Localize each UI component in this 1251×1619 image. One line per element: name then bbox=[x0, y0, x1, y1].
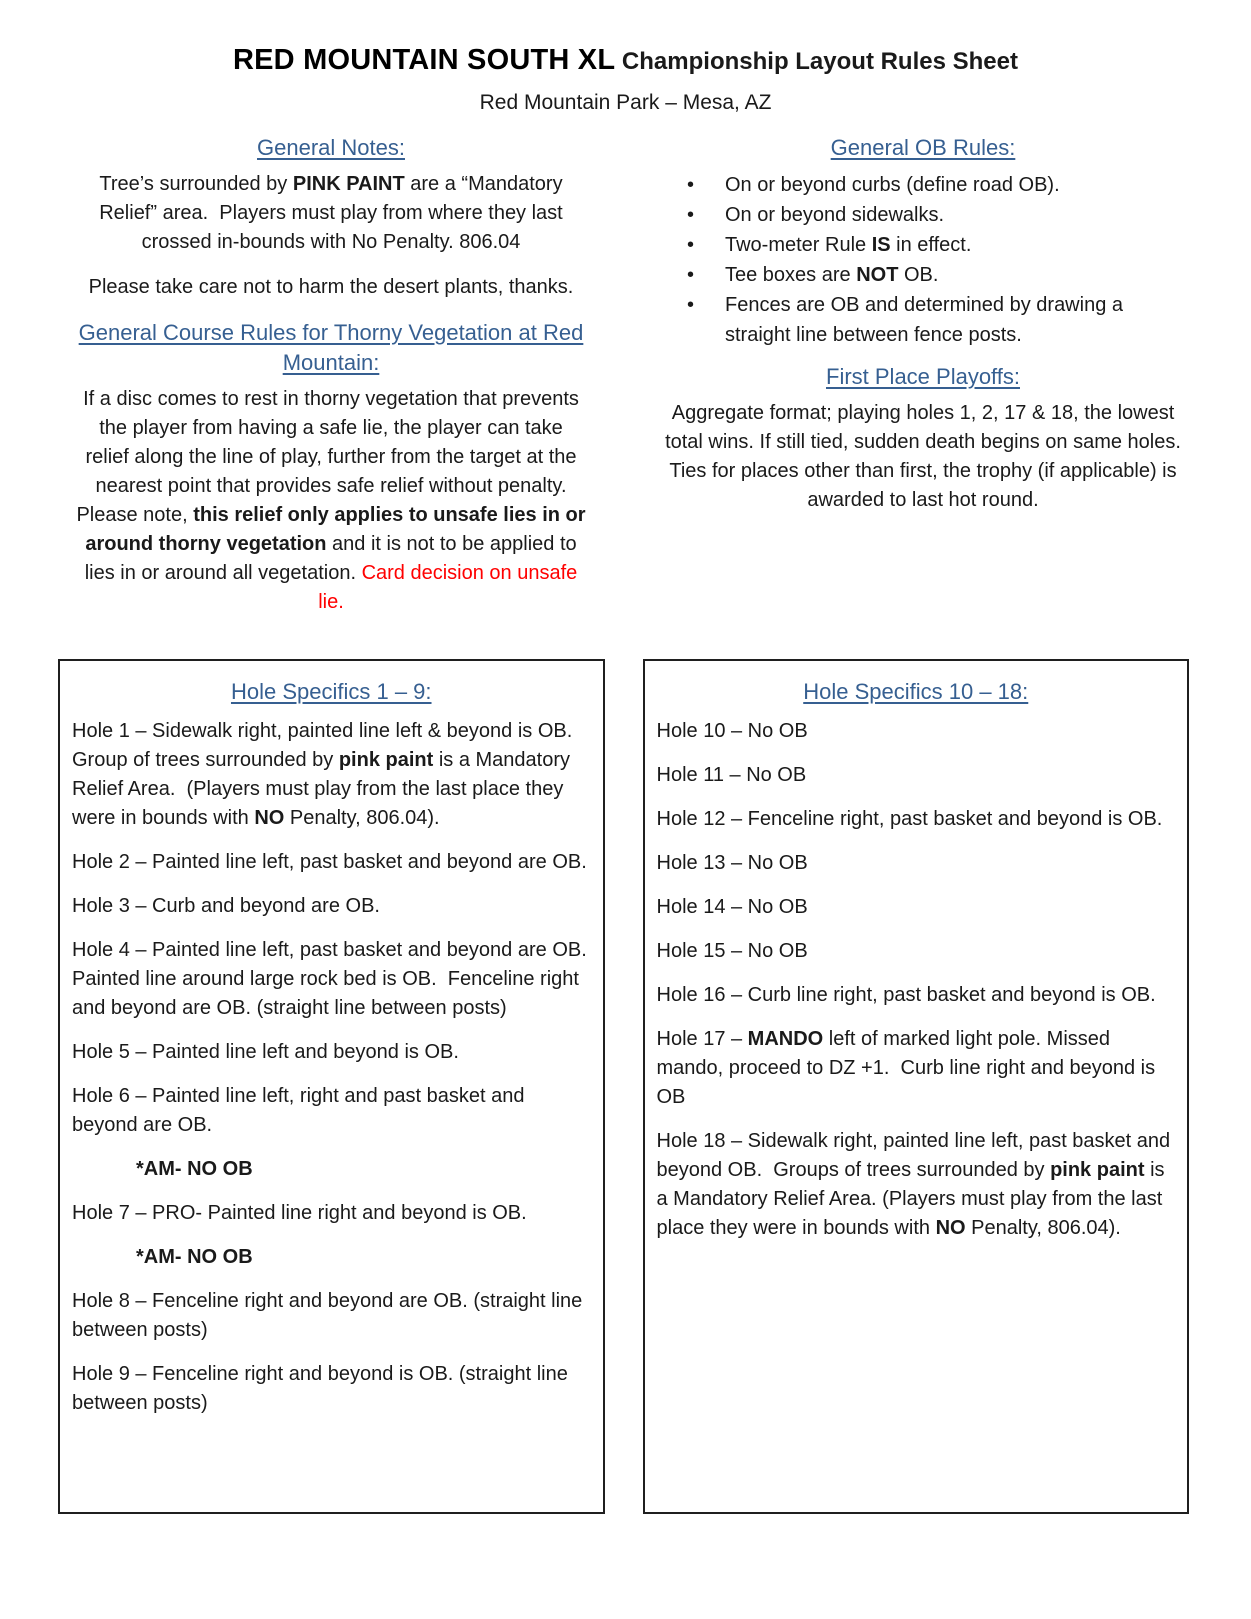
ob-rules-list bbox=[661, 170, 1185, 350]
text-segment: Hole 10 – No OB bbox=[656, 720, 808, 742]
hole-specifics-10-18-box bbox=[643, 659, 1190, 1514]
hole-rule bbox=[72, 1038, 591, 1067]
text-segment: is a Mandatory Relief Area. (Players must play from the last place they were in bounds with bbox=[656, 1159, 1171, 1239]
text-segment: Penalty, 806.04). bbox=[965, 1217, 1121, 1239]
top-columns bbox=[75, 121, 1185, 633]
text-segment: Hole 18 – Sidewalk right, painted line left, past basket and beyond OB. Groups of trees surrounded by bbox=[656, 1130, 1176, 1181]
text-segment: NOT bbox=[856, 264, 899, 286]
hole-specifics-10-18-heading: Hole Specifics 10 – 18: bbox=[803, 679, 1029, 704]
text-segment: Hole 11 – No OB bbox=[656, 764, 807, 786]
hole-rule bbox=[657, 893, 1176, 922]
hole-rule bbox=[72, 936, 598, 1023]
text-segment: Hole 9 – Fenceline right and beyond is OB. (straight line between posts) bbox=[72, 1363, 574, 1414]
hole-specifics-1-9-list bbox=[72, 717, 598, 1418]
general-notes-paragraph bbox=[75, 170, 587, 257]
hole-rule bbox=[72, 1155, 591, 1184]
text-segment: Hole 17 – bbox=[656, 1028, 748, 1050]
text-segment: Hole 4 – Painted line left, past basket and beyond are OB. Painted line around large rock bed is OB. Fenceline right and beyond are OB. (straight line between posts) bbox=[72, 939, 598, 1019]
hole-rule bbox=[657, 805, 1176, 834]
text-segment: is a Mandatory Relief Area. (Players must play from the last place they were in bounds with bbox=[72, 749, 576, 829]
hole-rule bbox=[72, 848, 591, 877]
hole-specifics-1-9-heading: Hole Specifics 1 – 9: bbox=[230, 679, 432, 704]
hole-specifics-section bbox=[58, 659, 1189, 1514]
text-segment: Fences are OB and determined by drawing a straight line between fence posts. bbox=[725, 294, 1129, 346]
desert-plants-note bbox=[75, 273, 587, 302]
text-segment: MANDO bbox=[747, 1028, 824, 1050]
text-segment: Hole 8 – Fenceline right and beyond are OB. (straight line between posts) bbox=[72, 1290, 588, 1341]
hole-rule bbox=[72, 1360, 591, 1418]
hole-rule bbox=[657, 717, 1176, 746]
general-notes-heading: General Notes: bbox=[257, 135, 405, 160]
page-title bbox=[0, 44, 1251, 77]
text-segment: NO bbox=[254, 807, 285, 829]
event-name: RED MOUNTAIN SOUTH XL bbox=[233, 44, 616, 76]
hole-rule bbox=[657, 937, 1176, 966]
text-segment: left of marked light pole. Missed mando, proceed to DZ +1. Curb line right and beyond is OB bbox=[656, 1028, 1161, 1108]
text-segment: NO bbox=[935, 1217, 966, 1239]
text-segment: Hole 3 – Curb and beyond are OB. bbox=[72, 895, 380, 917]
hole-rule bbox=[657, 1127, 1176, 1243]
text-segment: *AM- NO OB bbox=[136, 1246, 253, 1268]
hole-rule bbox=[72, 1243, 591, 1272]
text-segment: Hole 15 – No OB bbox=[656, 940, 808, 962]
hole-rule bbox=[72, 892, 591, 921]
text-segment: On or beyond sidewalks. bbox=[725, 204, 945, 226]
text-segment: PINK PAINT bbox=[292, 173, 405, 195]
text-segment: OB. bbox=[898, 264, 939, 286]
text-segment: Hole 12 – Fenceline right, past basket and beyond is OB. bbox=[656, 808, 1163, 830]
ob-rule-item bbox=[661, 200, 1185, 230]
venue-subtitle: Red Mountain Park – Mesa, AZ bbox=[479, 91, 772, 114]
hole-rule bbox=[657, 981, 1176, 1010]
ob-rules-column bbox=[661, 121, 1185, 633]
first-place-playoffs-heading: First Place Playoffs: bbox=[826, 364, 1020, 389]
text-segment: pink paint bbox=[1050, 1159, 1145, 1181]
text-segment: Hole 13 – No OB bbox=[656, 852, 808, 874]
text-segment: Hole 7 – PRO- Painted line right and beyond is OB. bbox=[72, 1202, 527, 1224]
text-segment: Card decision on unsafe lie. bbox=[318, 562, 583, 613]
text-segment: Hole 14 – No OB bbox=[656, 896, 808, 918]
text-segment: Hole 2 – Painted line left, past basket and beyond are OB. bbox=[72, 851, 587, 873]
hole-rule bbox=[72, 1287, 591, 1345]
text-segment: Penalty, 806.04). bbox=[284, 807, 440, 829]
text-segment: Please take care not to harm the desert plants, thanks. bbox=[88, 276, 574, 298]
thorny-vegetation-paragraph bbox=[75, 385, 592, 617]
hole-rule bbox=[657, 761, 1176, 790]
general-notes-column bbox=[75, 121, 592, 633]
text-segment: Two-meter Rule bbox=[725, 234, 872, 256]
hole-specifics-1-9-box bbox=[58, 659, 605, 1514]
hole-rule bbox=[72, 1082, 591, 1140]
ob-rule-item bbox=[661, 230, 1185, 260]
ob-rule-item bbox=[661, 170, 1185, 200]
general-ob-rules-heading: General OB Rules: bbox=[830, 135, 1016, 160]
hole-rule bbox=[657, 1025, 1176, 1112]
ob-rule-item bbox=[661, 260, 1185, 290]
text-segment: Tree’s surrounded by bbox=[99, 173, 293, 195]
ob-rule-item bbox=[661, 290, 1185, 350]
text-segment: this relief only applies to unsafe lies in or around thorny vegetation bbox=[85, 504, 592, 555]
text-segment: Aggregate format; playing holes 1, 2, 17 & 18, the lowest total wins. If still tied, sudden death begins on same holes. Ties for places other than first, the trophy (if applicable) is awarded to last hot round. bbox=[665, 402, 1187, 511]
text-segment: If a disc comes to rest in thorny vegetation that prevents the player from having a safe lie, the player can take relief along the line of play, further from the target at the nearest point that provides safe relief without penalty. Please note, bbox=[76, 388, 585, 526]
title-suffix: Championship Layout Rules Sheet bbox=[615, 48, 1018, 75]
hole-specifics-10-18-list bbox=[657, 717, 1176, 1243]
hole-rule bbox=[72, 717, 591, 833]
hole-rule bbox=[657, 849, 1176, 878]
text-segment: IS bbox=[871, 234, 891, 256]
text-segment: pink paint bbox=[338, 749, 434, 771]
text-segment: On or beyond curbs (define road OB). bbox=[725, 174, 1060, 196]
text-segment: Tee boxes are bbox=[725, 264, 857, 286]
text-segment: Hole 6 – Painted line left, right and past basket and beyond are OB. bbox=[72, 1085, 531, 1136]
text-segment: are a “Mandatory Relief” area. Players must play from where they last crossed in-bounds with No Penalty. 806.04 bbox=[99, 173, 569, 253]
text-segment: Hole 5 – Painted line left and beyond is OB. bbox=[72, 1041, 459, 1063]
document-header bbox=[0, 0, 1251, 115]
thorny-vegetation-heading: General Course Rules for Thorny Vegetation at Red Mountain: bbox=[78, 320, 584, 375]
hole-rule bbox=[72, 1199, 591, 1228]
text-segment: *AM- NO OB bbox=[136, 1158, 253, 1180]
text-segment: Hole 16 – Curb line right, past basket and beyond is OB. bbox=[656, 984, 1156, 1006]
text-segment: in effect. bbox=[890, 234, 972, 256]
text-segment: and it is not to be applied to lies in or around all vegetation. bbox=[84, 533, 583, 584]
playoffs-paragraph bbox=[661, 399, 1185, 515]
text-segment: Hole 1 – Sidewalk right, painted line left & beyond is OB. Group of trees surrounded by bbox=[72, 720, 578, 771]
